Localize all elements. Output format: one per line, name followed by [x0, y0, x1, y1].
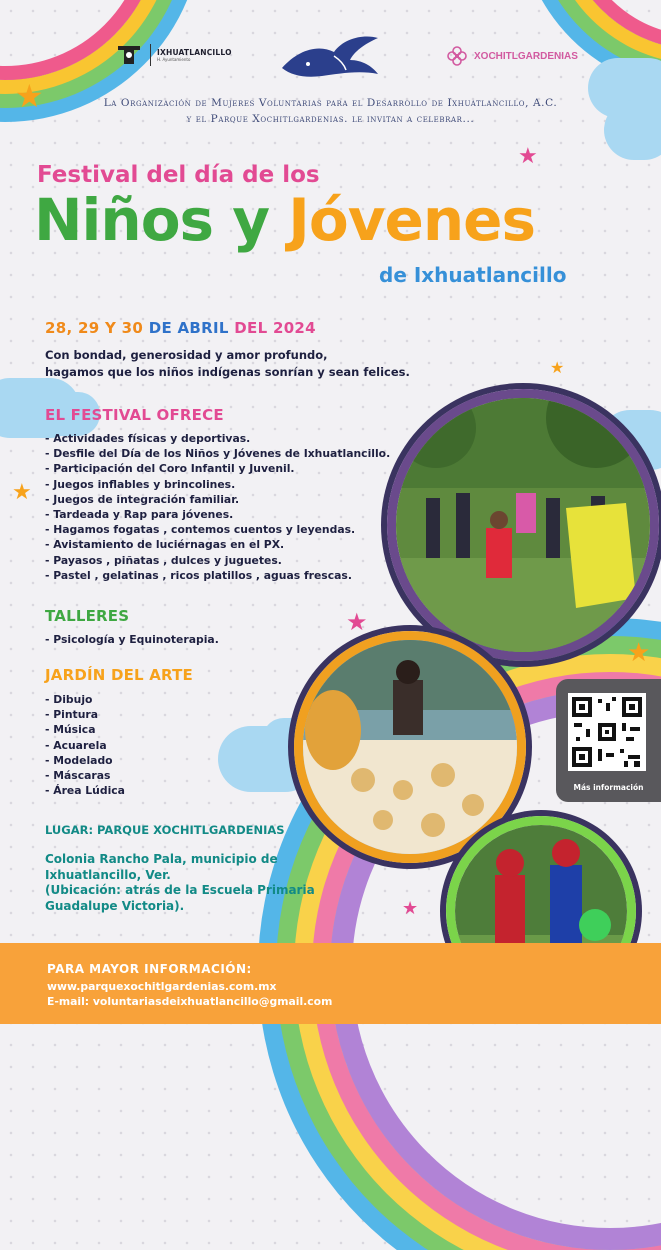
star-icon: ★ [518, 144, 538, 169]
footer-heading: PARA MAYOR INFORMACIÓN: [47, 962, 252, 976]
list-item: - Avistamiento de luciérnagas en el PX. [45, 538, 285, 552]
motto [45, 347, 410, 380]
title-word-jovenes: Jóvenes [288, 186, 536, 254]
qr-caption: Más información [573, 783, 644, 792]
list-item: - Hagamos fogatas , contemos cuentos y leyendas. [45, 523, 356, 537]
org-line-1: La Organización de Mujeres Voluntarias para el Desarrollo de Ixhuatlancillo, A.C. [103, 97, 558, 109]
address-line: (Ubicación: atrás de la Escuela Primaria [45, 883, 315, 897]
dates-year: DEL 2024 [234, 319, 316, 337]
list-item: - Dibujo [45, 693, 93, 706]
address-line: Ixhuatlancillo, Ver. [45, 867, 171, 882]
email-link[interactable]: E-mail: voluntariasdeixhuatlancillo@gmail.com [47, 995, 333, 1008]
motto-line: hagamos que los niños indígenas sonrían y sean felices. [45, 364, 410, 379]
address-line: Colonia Rancho Pala, municipio de [45, 852, 278, 866]
title-word-ninos: Niños y [34, 186, 270, 254]
list-item: - Pintura [45, 708, 98, 722]
title-main [34, 186, 535, 254]
list-item: - Payasos , piñatas , dulces y juguetes. [45, 553, 282, 567]
festival-list [45, 431, 390, 583]
list-item: - Desfile del Día de los Niños y Jóvenes de Ixhuatlancillo. [45, 447, 391, 461]
monument-icon [114, 44, 144, 66]
list-item: - Psicología y Equinoterapia. [45, 633, 219, 646]
qr-code-icon[interactable] [568, 693, 646, 771]
dates-days: 28, 29 Y 30 [45, 319, 144, 337]
org-line-2: y el Parque Xochitlgardenias. le invitan a celebrar... [186, 113, 475, 126]
title-line-1: Festival del día de los [37, 162, 320, 188]
rainbow-top-right [560, 0, 661, 50]
divider [150, 44, 151, 66]
list-item: - Área Lúdica [45, 784, 125, 798]
photo-food-table [294, 631, 526, 863]
logo-left-name: IXHUATLANCILLO [157, 48, 232, 57]
star-icon: ★ [402, 898, 419, 919]
photo-parade [387, 389, 659, 661]
logo-right-name: XOCHITLGARDENIAS [474, 50, 578, 62]
star-icon: ★ [12, 480, 32, 505]
dates-month: DE ABRIL [148, 319, 229, 337]
food-table-image [303, 640, 517, 854]
talleres-heading: TALLERES [45, 607, 130, 625]
list-item: - Máscaras [45, 769, 111, 783]
organizers-text [60, 95, 601, 128]
list-item: - Juegos inflables y brincolines. [45, 477, 236, 491]
list-item: - Actividades físicas y deportivas. [45, 432, 251, 445]
star-icon: ★ [627, 638, 651, 668]
star-icon: ★ [550, 358, 565, 377]
list-item: - Juegos de integración familiar. [45, 492, 240, 506]
bird-icon [278, 30, 382, 84]
rainbow-top-left [0, 0, 160, 80]
title-line-3: de Ixhuatlancillo [379, 263, 567, 287]
qr-panel[interactable] [556, 679, 661, 802]
venue-label: LUGAR: PARQUE XOCHITLGARDENIAS [45, 823, 285, 837]
logo-left-sub: H. Ayuntamiento [157, 57, 191, 62]
list-item: - Tardeada y Rap para jóvenes. [45, 508, 234, 522]
list-item: - Música [45, 723, 96, 737]
motto-line: Con bondad, generosidad y amor profundo, [45, 348, 328, 362]
jardin-list [45, 692, 125, 798]
list-item: - Participación del Coro Infantil y Juvenil. [45, 462, 295, 476]
xochitlgardenias-logo [446, 45, 578, 67]
parade-image [396, 398, 650, 652]
ixhuatlancillo-logo [114, 44, 232, 66]
jardin-heading: JARDÍN DEL ARTE [45, 666, 193, 684]
bird-logo [278, 30, 382, 88]
address-line: Guadalupe Victoria). [45, 898, 185, 913]
venue-address [45, 852, 345, 914]
qr-pattern [568, 693, 646, 771]
cloud-top-right-2 [604, 100, 661, 160]
list-item: - Pastel , gelatinas , ricos platillos , aguas frescas. [45, 568, 352, 582]
footer-contact [47, 979, 332, 1009]
flower-icon [446, 45, 468, 67]
event-dates [45, 319, 316, 337]
list-item: - Modelado [45, 753, 113, 767]
talleres-list [45, 632, 219, 647]
festival-heading: EL FESTIVAL OFRECE [45, 406, 224, 424]
star-icon: ★ [346, 608, 368, 636]
star-icon: ★ [15, 77, 44, 115]
website-link[interactable]: www.parquexochitlgardenias.com.mx [47, 980, 277, 993]
list-item: - Acuarela [45, 738, 107, 752]
